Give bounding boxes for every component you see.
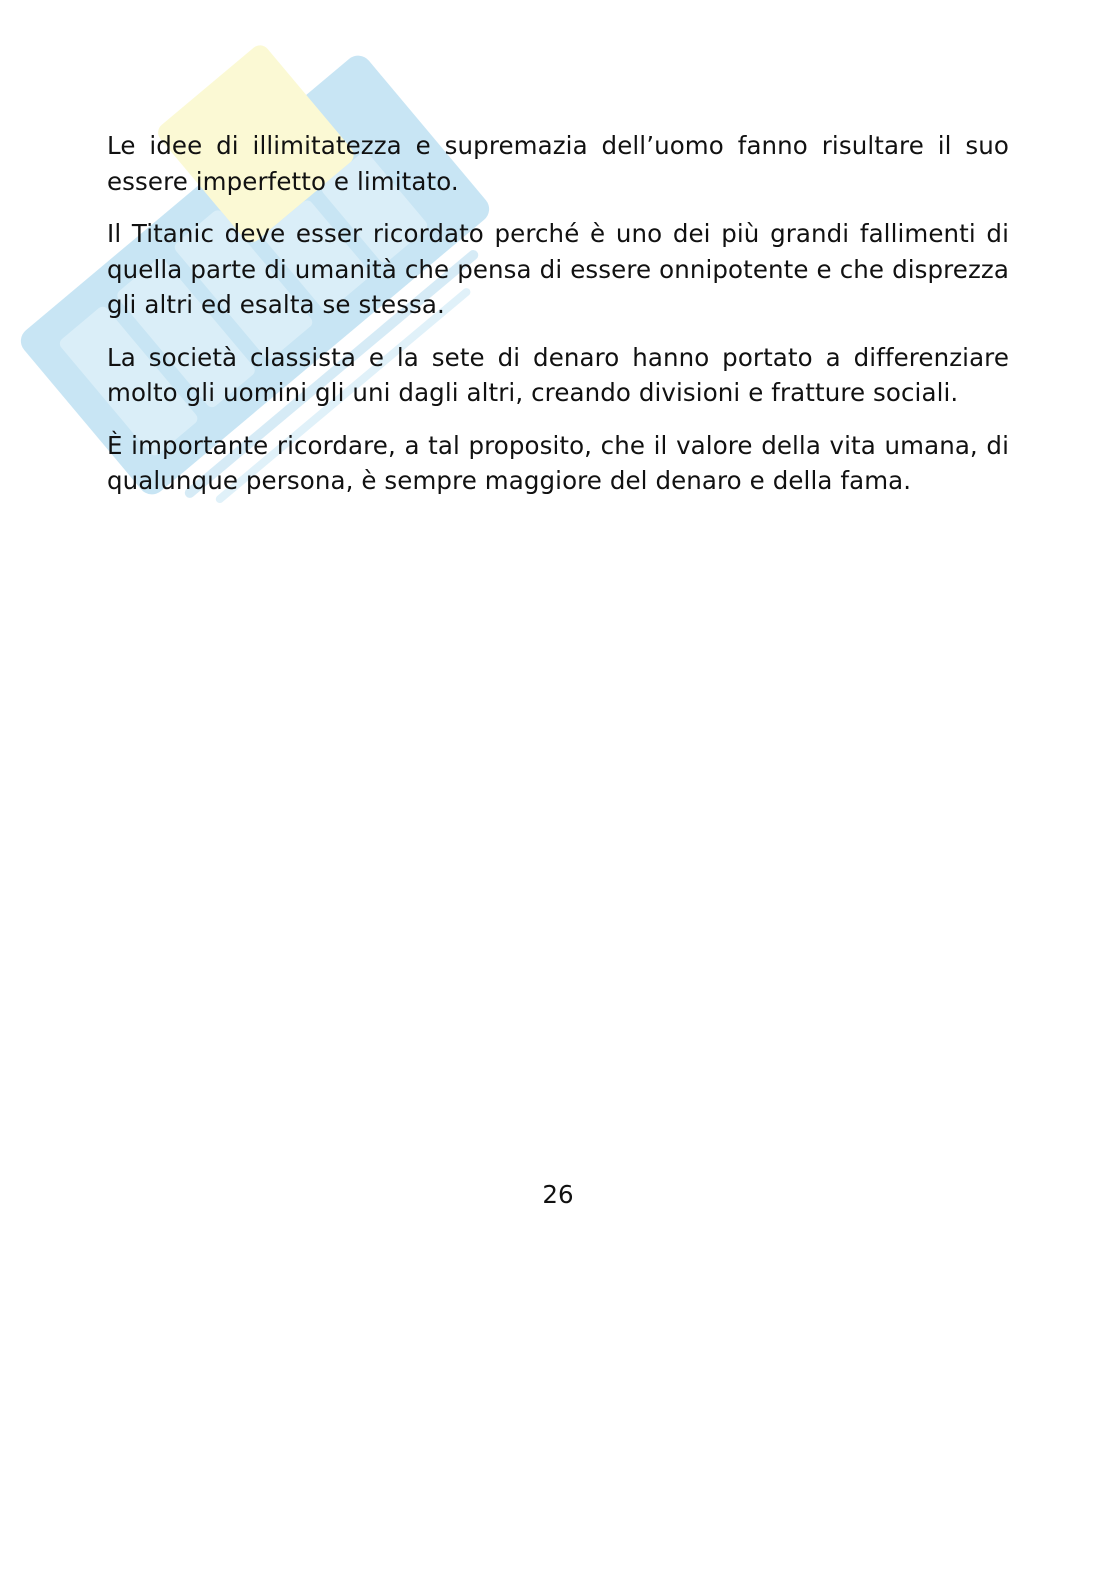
paragraph: È importante ricordare, a tal proposito, che il valore della vita umana, di qualunque persona, è sempre maggiore del denaro e della fama.	[107, 430, 1009, 495]
paragraph: Le idee di illimitatezza e supremazia dell’uomo fanno risultare il suo essere imperfetto e limitato.	[107, 131, 1009, 196]
document-body	[107, 128, 1009, 516]
paragraph: La società classista e la sete di denaro hanno portato a differenziare molto gli uomini gli uni dagli altri, creando divisioni e fratture sociali.	[107, 342, 1009, 407]
paragraph: Il Titanic deve esser ricordato perché è uno dei più grandi fallimenti di quella parte di umanità che pensa di essere onnipotente e che disprezza gli altri ed esalta se stessa.	[107, 219, 1009, 319]
page-number: 26	[542, 1180, 574, 1209]
